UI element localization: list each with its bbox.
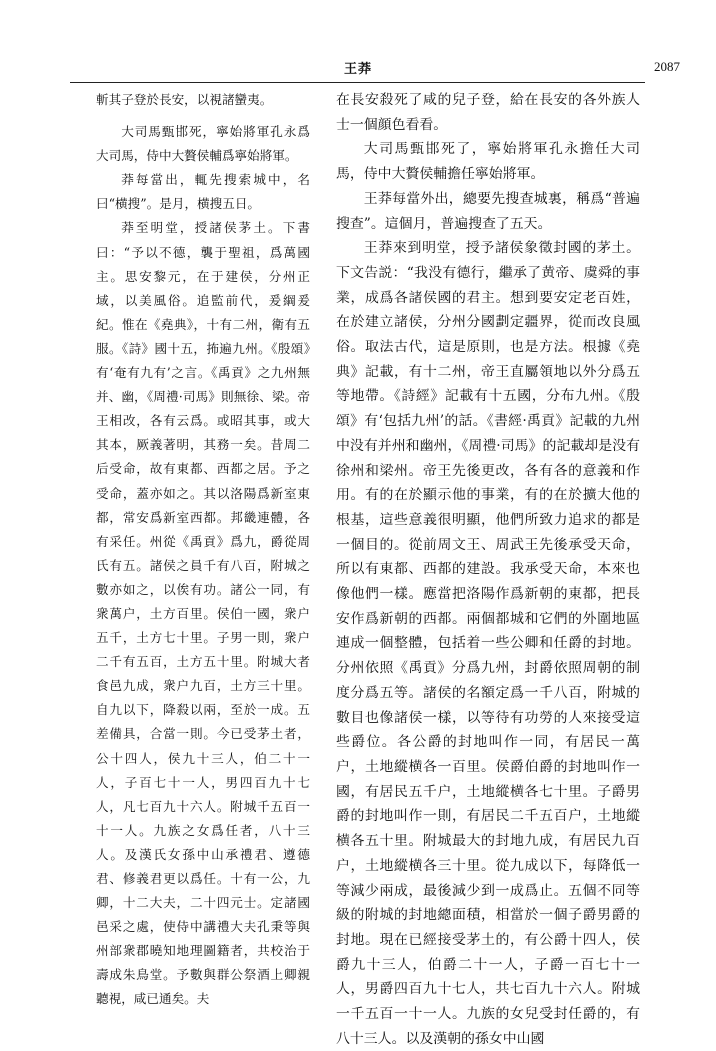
classical-paragraph: 大司馬甄邯死，寧始將軍孔永爲大司馬，侍中大贅侯輔爲寧始將軍。 (96, 124, 310, 164)
translation-paragraph: 在長安殺死了咸的兒子登，給在長安的各外族人士一個顔色看看。 (336, 92, 640, 133)
chapter-title: 王莽 (343, 62, 372, 77)
translation-column (336, 88, 640, 1047)
classical-text-column (96, 88, 310, 1007)
translation-paragraph: 大司馬甄邯死了，寧始將軍孔永擔任大司馬，侍中大贅侯輔擔任寧始將軍。 (336, 141, 640, 183)
translation-paragraph: 王莽每當外出，總要先搜查城裏，稱爲“普遍搜查”。這個月，普遍搜查了五天。 (336, 190, 640, 232)
classical-paragraph: 莽至明堂，授諸侯茅土。下書曰：“予以不德，襲于聖祖，爲萬國主。思安黎元，在于建侯，分州正域，以美風俗。追監前代，爰綱爰紀。惟在《堯典》，十有二州，衛有五服。《詩》國十五，抪遍九州。《殷頌》有‘奄有九有’之言。《禹貢》之九州無并、幽，《周禮·司馬》則無徐、梁。帝王相改，各有云爲。或昭其事，或大其本，厥義著明，其務一矣。昔周二后受命，故有東都、西都之居。予之受命，蓋亦如之。其以洛陽爲新室東都，常安爲新室西都。邦畿連體，各有采任。州從《禹貢》爲九，爵從周氏有五。諸侯之員千有八百，附城之數亦如之，以俟有功。諸公一同，有衆萬户，土方百里。侯伯一國，衆户五千，土方七十里。子男一則，衆户二千有五百，土方五十里。附城大者食邑九成，衆户九百，土方三十里。自九以下，降殺以兩，至於一成。五差備具，合當一則。今已受茅土者，公十四人，侯九十三人，伯二十一人，子百七十一人，男四百九十七人，凡七百九十六人。附城千五百一十一人。九族之女爲任者，八十三人。及漢氏女孫中山承禮君、遵德君、修義君更以爲任。十有一公，九卿，十二大夫，二十四元士。定諸國邑采之處，使侍中講禮大夫孔秉等與州部衆郡曉知地理圖籍者，共校治于壽成朱鳥堂。予數與群公祭酒上卿親聽視，咸已通矣。夫 (96, 220, 310, 1007)
page-number: 2087 (654, 59, 680, 74)
classical-paragraph: 斬其子登於長安，以視諸蠻夷。 (96, 92, 273, 107)
header-rule (70, 82, 645, 83)
translation-paragraph: 王莽來到明堂，授予諸侯象徵封國的茅土。下文告説：“我没有德行，繼承了黄帝、虞舜的事業，成爲各諸侯國的君主。想到要安定老百姓，在於建立諸侯，分州分國劃定疆界，從而改良風俗。取法古代，這是原則，也是方法。根據《堯典》記載，有十二州，帝王直屬領地以外分爲五等地帶。《詩經》記載有十五國，分布九州。《殷頌》有‘包括九州’的話。《書經·禹貢》記載的九州中没有并州和幽州，《周禮·司馬》的記載却是没有徐州和梁州。帝王先後更改，各有各的意義和作用。有的在於顯示他的事業，有的在於擴大他的根基，這些意義很明顯，他們所致力追求的都是一個目的。從前周文王、周武王先後承受天命，所以有東都、西都的建設。我承受天命，本來也像他們一樣。應當把洛陽作爲新朝的東都，把長安作爲新朝的西都。兩個都城和它們的外圍地區連成一個整體，包括着一些公卿和任爵的封地。分州依照《禹貢》分爲九州，封爵依照周朝的制度分爲五等。諸侯的名額定爲一千八百，附城的數目也像諸侯一樣，以等待有功勞的人來接受這些爵位。各公爵的封地叫作一同，有居民一萬户，土地縱横各一百里。侯爵伯爵的封地叫作一國，有居民五千户，土地縱横各七十里。子爵男爵的封地叫作一則，有居民二千五百户，土地縱横各五十里。附城最大的封地九成，有居民九百户，土地縱横各三十里。從九成以下，每降低一等減少兩成，最後減少到一成爲止。五個不同等級的附城的封地總面積，相當於一個子爵男爵的封地。現在已經接受茅土的，有公爵十四人，侯爵九十三人，伯爵二十一人，子爵一百七十一人，男爵四百九十七人，共七百九十六人。附城一千五百一十一人。九族的女兒受封任爵的，有八十三人。以及漢朝的孫女中山國 (336, 240, 640, 1047)
classical-paragraph: 莽每當出，輒先搜索城中，名曰“横搜”。是月，横搜五日。 (96, 172, 310, 212)
